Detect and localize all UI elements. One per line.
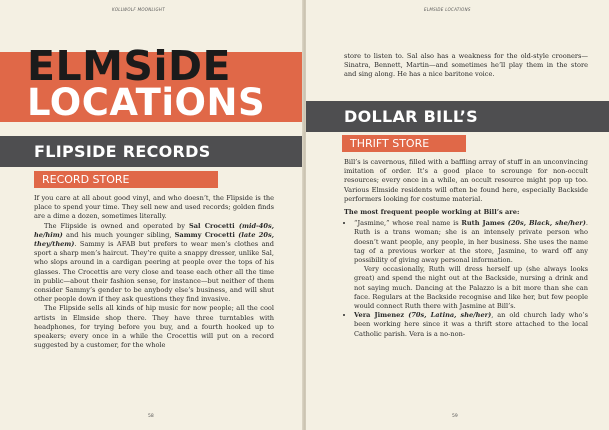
- right-body-text: [344, 158, 588, 339]
- body-paragraph: [34, 222, 274, 305]
- text-run: and his much younger sibling,: [62, 230, 175, 239]
- section-title-right: DOLLAR BILL’S: [344, 107, 478, 126]
- person-name: Vera Jimenez: [354, 311, 405, 320]
- staff-paragraph: [354, 265, 588, 311]
- person-stats: (70s, Latina, she/her): [404, 311, 492, 320]
- right-intro-text: [344, 52, 588, 80]
- staff-paragraph: [354, 311, 588, 339]
- staff-paragraph: [354, 219, 588, 265]
- person-stats: (mid-40s, he/him): [34, 221, 274, 239]
- left-body-text: [34, 194, 274, 350]
- text-run: Very occasionally, Ruth will dress herself up (she always looks great) and spend the night out at the Backside, nursing a drink and not saying much. Dancing at the Palazzo is a bit more than she can face. Regulars at the Backside recognise and like her, but few people would connect Ruth there with Jasmine at Bill’s.: [354, 265, 588, 311]
- left-page: [0, 0, 303, 430]
- person-stats: (late 20s, they/them): [34, 230, 274, 249]
- body-paragraph: [34, 304, 274, 350]
- section-title-left: FLIPSIDE RECORDS: [34, 142, 211, 161]
- staff-list-item: [354, 219, 588, 311]
- section-tag-right: THRIFT STORE: [342, 135, 466, 152]
- person-name: Sammy Crocetti: [174, 230, 235, 239]
- staff-list-item: [354, 311, 588, 339]
- text-run: . Ruth is a trans woman; she is an intensely private person who doesn’t want people, any people, in her business. She uses the name tag of a previous worker at the store, Jasmine, to ward off any possibility of giving away personal information.: [354, 219, 588, 265]
- text-run: The Flipside sells all kinds of hip music for now people; all the cool artists in Elmside shop there. They have three turntables with headphones, for trying before you buy, and a fourth hooked up to speakers; every once in a while the Crocettis will put on a record suggested by a customer, for the whole: [34, 304, 274, 350]
- chapter-title-line2: LOCATiONS: [27, 81, 266, 124]
- running-head-left: KOLLWOLF MOONLIGHT: [112, 7, 165, 12]
- person-name: Ruth James: [461, 219, 505, 228]
- text-run: “Jasmine,” whose real name is: [354, 219, 462, 228]
- body-paragraph: [34, 194, 274, 222]
- text-run: If you care at all about good vinyl, and who doesn’t, the Flipside is the place to spend your time. They sell new and used records; golden finds are a dime a dozen, sometimes literally.: [34, 194, 274, 221]
- section-tag-left: RECORD STORE: [34, 171, 218, 188]
- person-name: Sal Crocetti: [188, 221, 235, 230]
- page-number-right: 59: [452, 414, 458, 419]
- text-run: . Sammy is AFAB but prefers to wear men’s clothes and sport a sharp men’s haircut. They’re quite a snappy dresser, unlike Sal, who slops around in a cardigan peering at people over the tops of his glasses. The Crocettis are very close and tease each other all the time in public—about their fashion sense, for instance—but neither of them consider Sammy’s gender to be anybody else’s business, and will shut other people down if they ask questions they find invasive.: [34, 240, 274, 304]
- text-run: , an old church lady who’s been working here since it was a thrift store attached to the local Catholic parish. Vera is a no-non-: [354, 311, 588, 338]
- staff-subhead: The most frequent people working at Bill’s are:: [344, 208, 520, 217]
- text-run: The Flipside is owned and operated by: [44, 221, 189, 230]
- page-number-left: 58: [148, 414, 154, 419]
- staff-list: [344, 219, 588, 339]
- intro-paragraph: store to listen to. Sal also has a weakness for the old-style crooners—Sinatra, Bennett, Martin—and sometimes he’ll play them in the store and sing along. He has a nice baritone voice.: [344, 52, 588, 79]
- thrift-store-paragraph: Bill’s is cavernous, filled with a baffling array of stuff in an unconvincing imitation of order. It’s a good place to scrounge for non-occult resources; every once in a while, an occult resource might pop up too. Various Elmside residents will often be found here, especially Backside performers looking for costume material.: [344, 158, 588, 203]
- chapter-title-line1: ELMSiDE: [27, 42, 232, 90]
- person-stats: (20s, Black, she/her): [504, 219, 586, 228]
- right-page: [306, 0, 609, 430]
- running-head-right: ELMSIDE LOCATIONS: [424, 7, 471, 12]
